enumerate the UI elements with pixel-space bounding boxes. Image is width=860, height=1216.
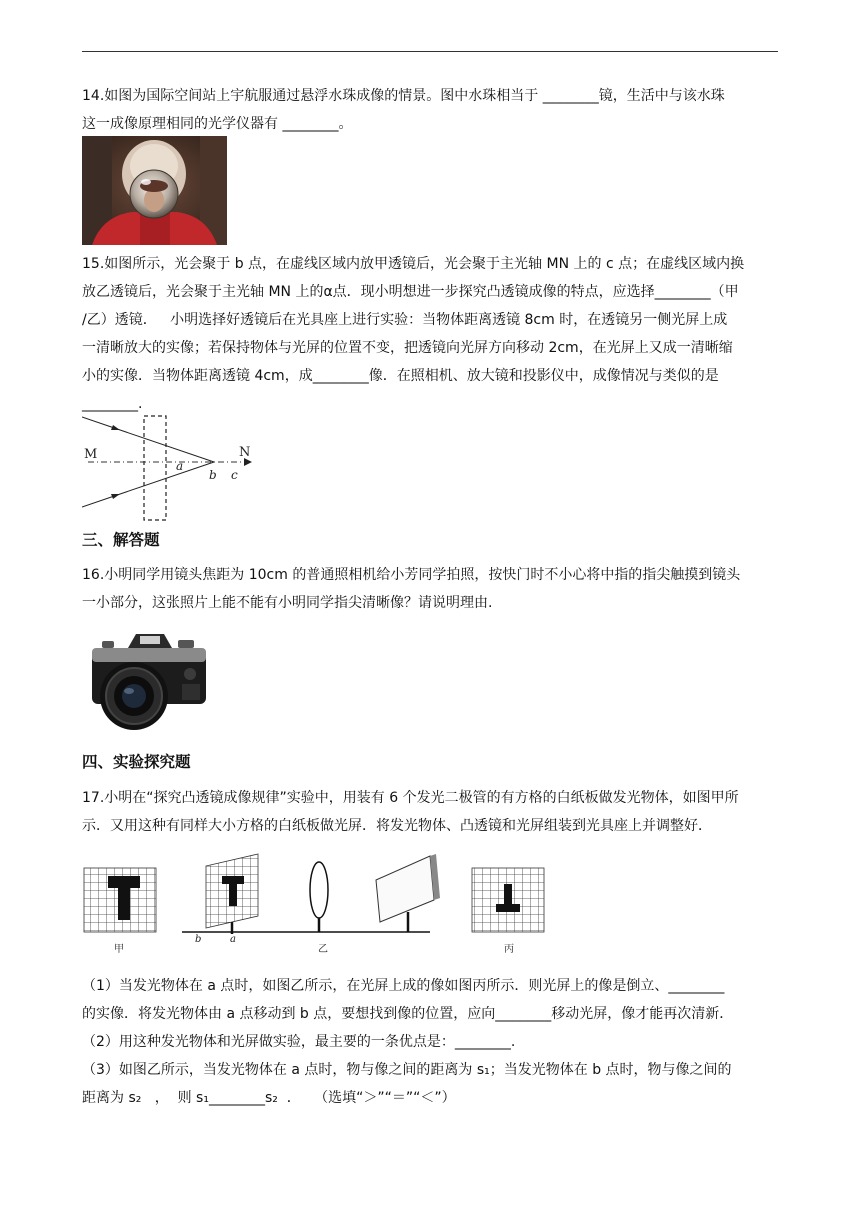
label-m: M xyxy=(84,447,98,462)
q14-line1: 14.如图为国际空间站上宇航服通过悬浮水珠成像的情景。图中水珠相当于 ________镜，生活中与该水珠 xyxy=(82,88,725,104)
label-n: N xyxy=(239,445,251,460)
figure-bing xyxy=(472,868,544,955)
q16-line2: 一小部分，这张照片上能不能有小明同学指尖清晰像？请说明理由. xyxy=(82,595,493,611)
q17-sub1-line2: 的实像．将发光物体由 a 点移动到 b 点，要想找到像的位置，应向________移动光屏，像才能再次清新． xyxy=(82,1006,734,1022)
question-17-subparts xyxy=(82,972,778,1112)
optical-bench-figure xyxy=(82,850,552,960)
header-rule xyxy=(82,51,778,52)
label-yi: 乙 xyxy=(318,944,328,955)
q16-line1: 16.小明同学用镜头焦距为 10cm 的普通照相机给小芳同学拍照，按快门时不小心将中指的指尖触摸到镜头 xyxy=(82,567,741,583)
question-16 xyxy=(82,561,778,617)
dashed-lens-region xyxy=(144,416,166,520)
label-a: a xyxy=(176,459,184,473)
q17-line1: 17.小明在“探究凸透镜成像规律”实验中，用装有 6 个发光二极管的有方格的白纸板做发光物体，如图甲所 xyxy=(82,790,739,806)
label-jia: 甲 xyxy=(114,944,124,955)
q15-line4: 一清晰放大的实像；若保持物体与光屏的位置不变，把透镜向光屏方向移动 2cm，在光屏上又成一清晰缩 xyxy=(82,340,733,356)
q17-sub2: （2）用这种发光物体和光屏做实验，最主要的一条优点是：________. xyxy=(82,1034,516,1050)
question-14 xyxy=(82,82,778,138)
arrow-bottom-icon xyxy=(111,494,120,499)
incident-ray-bottom xyxy=(82,462,214,507)
label-point-b: b xyxy=(195,934,202,945)
q15-line5: 小的实像．当物体距离透镜 4cm，成________像．在照相机、放大镜和投影仪中，成像情况与类似的是 xyxy=(82,368,719,384)
q15-line1: 15.如图所示，光会聚于 b 点，在虚线区域内放甲透镜后，光会聚于主光轴 MN 上的 c 点；在虚线区域内换 xyxy=(82,256,745,272)
label-point-a: a xyxy=(230,934,236,945)
section-3-heading: 三、解答题 xyxy=(82,531,160,549)
q15-line6: ________. xyxy=(82,396,143,412)
question-15 xyxy=(82,250,778,418)
q15-line2: 放乙透镜后，光会聚于主光轴 MN 上的α点．现小明想进一步探究凸透镜成像的特点，应选择________（甲 xyxy=(82,284,739,300)
convex-lens xyxy=(310,862,328,918)
q17-sub3-line2: 距离为 s₂ ， 则 s₁________s₂ ． （选填“＞”“＝”“＜”） xyxy=(82,1090,456,1106)
light-screen xyxy=(376,856,434,922)
label-b: b xyxy=(209,468,217,482)
q14-line2: 这一成像原理相同的光学仪器有 ________。 xyxy=(82,116,353,132)
q17-line2: 示．又用这种有同样大小方格的白纸板做光屏．将发光物体、凸透镜和光屏组装到光具座上并调整好． xyxy=(82,818,712,834)
label-bing: 丙 xyxy=(504,944,514,955)
incident-ray-top xyxy=(82,417,214,462)
astronaut-water-drop-photo xyxy=(82,136,227,245)
camera-photo xyxy=(86,626,212,732)
section-4-heading: 四、实验探究题 xyxy=(82,753,191,771)
figure-jia xyxy=(84,868,156,955)
q17-sub1-line1: （1）当发光物体在 a 点时，如图乙所示，在光屏上成的像如图丙所示．则光屏上的像是倒立、________ xyxy=(82,978,725,994)
q15-line3: /乙）透镜． 小明选择好透镜后在光具座上进行实验：当物体距离透镜 8cm 时，在透镜另一侧光屏上成 xyxy=(82,312,728,328)
question-17 xyxy=(82,784,778,840)
lens-ray-diagram xyxy=(82,412,262,524)
figure-yi xyxy=(182,854,440,955)
arrow-top-icon xyxy=(111,425,120,430)
q17-sub3-line1: （3）如图乙所示，当发光物体在 a 点时，物与像之间的距离为 s₁；当发光物体在 b 点时，物与像之间的 xyxy=(82,1062,732,1078)
label-c: c xyxy=(231,468,238,482)
